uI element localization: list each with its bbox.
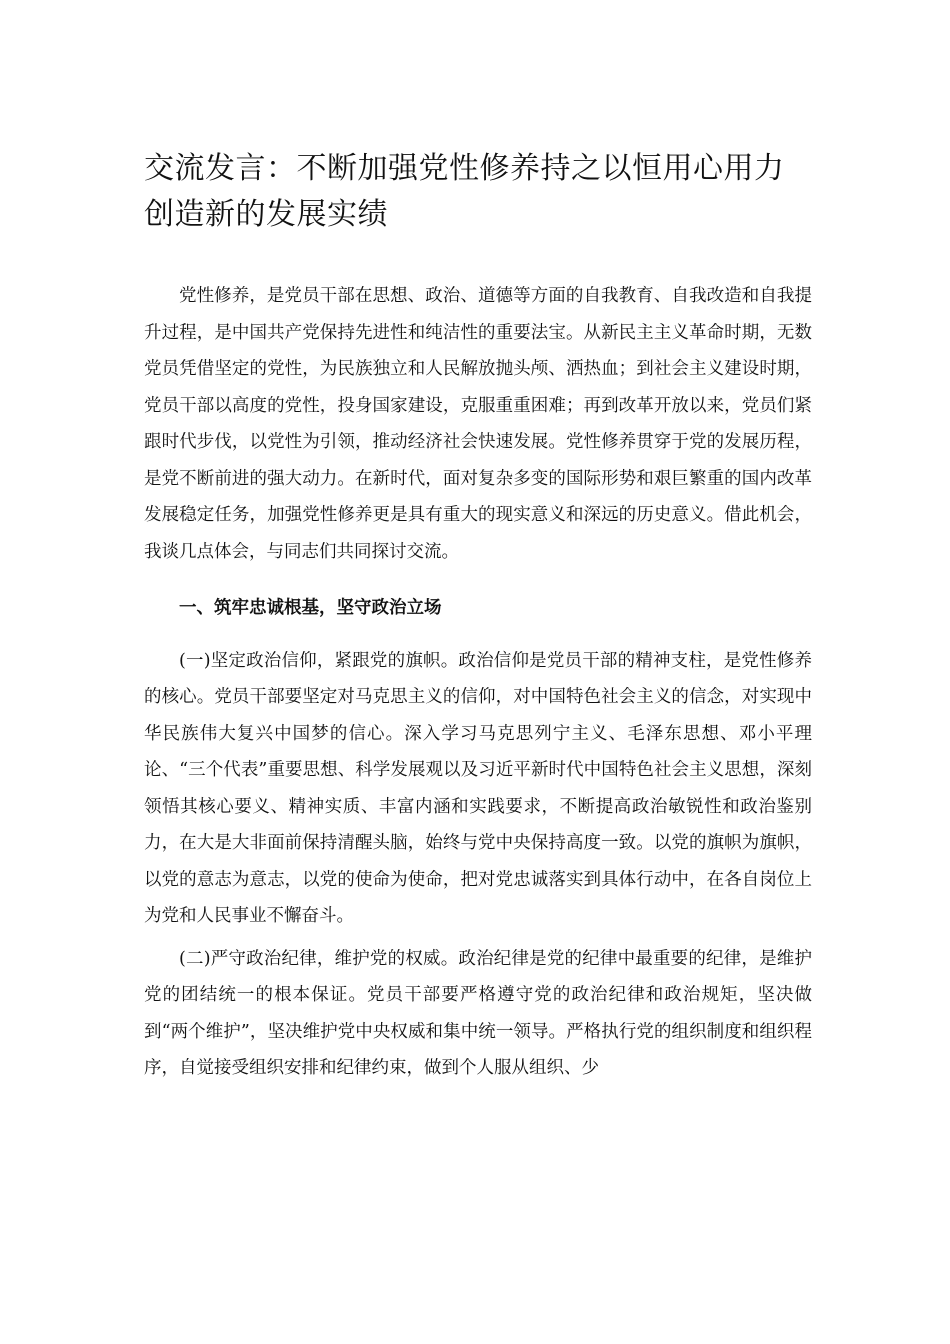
body-paragraph-1: (一)坚定政治信仰，紧跟党的旗帜。政治信仰是党员干部的精神支柱，是党性修养的核心。党员干部要坚定对马克思主义的信仰，对中国特色社会主义的信念，对实现中华民族伟大复兴中国梦的信心。深入学习马克思列宁主义、毛泽东思想、邓小平理论、“三个代表”重要思想、科学发展观以及习近平新时代中国特色社会主义思想，深刻领悟其核心要义、精神实质、丰富内涵和实践要求，不断提高政治敏锐性和政治鉴别力，在大是大非面前保持清醒头脑，始终与党中央保持高度一致。以党的旗帜为旗帜，以党的意志为意志，以党的使命为使命，把对党忠诚落实到具体行动中，在各自岗位上为党和人民事业不懈奋斗。 [144,650,812,926]
intro-paragraph: 党性修养，是党员干部在思想、政治、道德等方面的自我教育、自我改造和自我提升过程，是中国共产党保持先进性和纯洁性的重要法宝。从新民主主义革命时期，无数党员凭借坚定的党性，为民族独立和人民解放抛头颅、洒热血；到社会主义建设时期，党员干部以高度的党性，投身国家建设，克服重重困难；再到改革开放以来，党员们紧跟时代步伐，以党性为引领，推动经济社会快速发展。党性修养贯穿于党的发展历程，是党不断前进的强大动力。在新时代，面对复杂多变的国际形势和艰巨繁重的国内改革发展稳定任务，加强党性修养更是具有重大的现实意义和深远的历史意义。借此机会，我谈几点体会，与同志们共同探讨交流。 [144,286,812,562]
document-body [144,146,812,1087]
body-paragraph-2: (二)严守政治纪律，维护党的权威。政治纪律是党的纪律中最重要的纪律，是维护党的团结统一的根本保证。党员干部要严格遵守党的政治纪律和政治规矩，坚决做到“两个维护”，坚决维护党中央权威和集中统一领导。严格执行党的组织制度和组织程序，自觉接受组织安排和纪律约束，做到个人服从组织、少 [144,948,812,1078]
document-title: 交流发言：不断加强党性修养持之以恒用心用力创造新的发展实绩 [144,151,785,232]
section-heading: 一、筑牢忠诚根基，坚守政治立场 [179,598,442,618]
